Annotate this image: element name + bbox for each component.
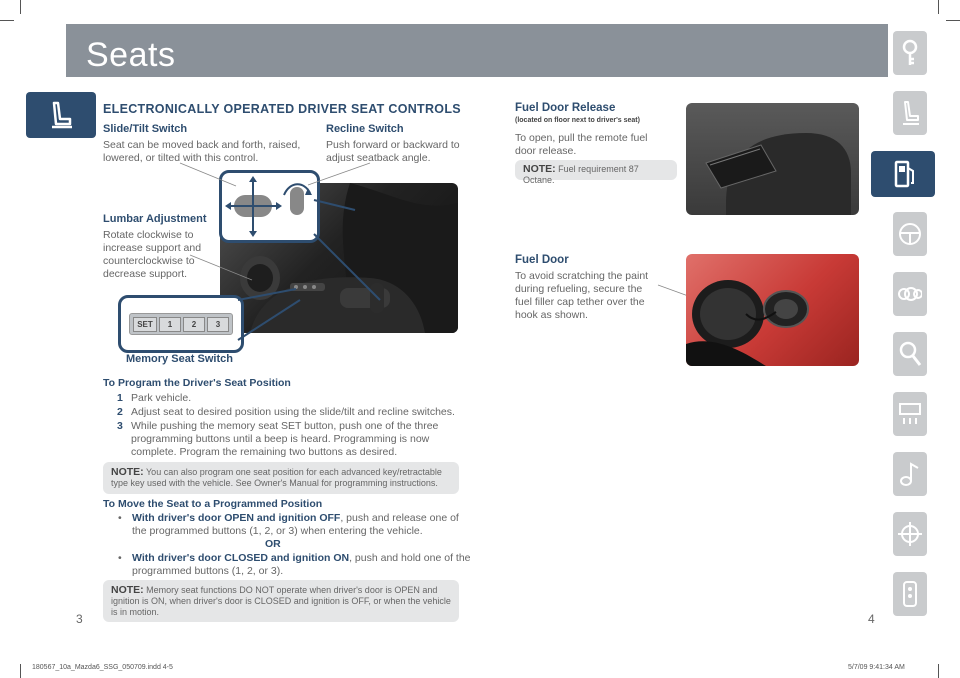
step-text: Park vehicle. <box>131 392 192 404</box>
callout-lines <box>0 0 480 360</box>
step-number: 3 <box>117 420 123 432</box>
note-box <box>103 580 459 622</box>
bullet-dot: • <box>118 512 122 524</box>
move-bullet-1 <box>118 512 472 538</box>
step-text: Adjust seat to desired position using the slide/tilt and recline switches. <box>131 406 455 418</box>
move-title: To Move the Seat to a Programmed Position <box>103 498 323 510</box>
section-title: ELECTRONICALLY OPERATED DRIVER SEAT CONTROLS <box>103 102 461 116</box>
footer-file: 180567_10a_Mazda6_SSG_050709.indd 4-5 <box>32 664 173 671</box>
fuel-release-lever <box>686 103 859 215</box>
crop-mark <box>20 664 21 678</box>
fuel-door-body: To avoid scratching the paint during refueling, secure the fuel filler cap tether over the hook as shown. <box>515 270 649 321</box>
step-number: 1 <box>117 392 123 404</box>
key-icon <box>898 39 922 67</box>
footer-date: 5/7/09 9:41:34 AM <box>848 664 905 671</box>
or-label: OR <box>265 538 281 550</box>
note-box <box>103 462 459 494</box>
fuel-release-body: To open, pull the remote fuel door release. <box>515 132 648 157</box>
memory-set-button[interactable]: SET <box>133 317 157 332</box>
navigation-icon <box>898 520 922 548</box>
fuel-door-illustration <box>686 254 859 366</box>
bullet-dot: • <box>118 552 122 564</box>
note-label: NOTE: <box>523 163 556 175</box>
bullet-text: , push and hold one of the programmed buttons (1, 2, or 3). <box>132 552 471 577</box>
page-number-right: 4 <box>868 612 875 626</box>
step-number: 2 <box>117 406 123 418</box>
tab-gauges[interactable] <box>893 272 927 316</box>
tab-search[interactable] <box>893 332 927 376</box>
fuel-door-photo <box>686 254 859 366</box>
crop-mark <box>946 20 960 21</box>
step-text: While pushing the memory seat SET button, push one of the three programming buttons until a beep is heard. Programming is now complete. Program the remaining two buttons as desired. <box>131 420 439 458</box>
note-text: Memory seat functions DO NOT operate when driver's door is OPEN and ignition is ON, when driver's door is CLOSED and ignition is OFF, or when the vehicle is in motion. <box>111 585 451 617</box>
page-title: Seats <box>86 36 176 74</box>
crop-mark <box>938 664 939 678</box>
note-text: You can also program one seat position for each advanced key/retractable type key used with the vehicle. See Owner's Manual for programming instructions. <box>111 467 442 488</box>
program-step-2 <box>117 406 462 419</box>
memory-button-2[interactable]: 2 <box>183 317 205 332</box>
recline-title: Recline Switch <box>326 123 404 135</box>
tab-steering[interactable] <box>893 212 927 256</box>
note-label: NOTE: <box>111 584 144 596</box>
fuel-pump-icon <box>893 159 917 189</box>
bullet-text: , push and release one of the programmed buttons (1, 2, or 3) when entering the vehicle. <box>132 512 459 537</box>
tab-climate[interactable] <box>893 392 927 436</box>
crop-mark <box>938 0 939 14</box>
fuel-release-subtitle: (located on floor next to driver's seat) <box>515 117 640 124</box>
music-note-icon <box>898 460 922 488</box>
tab-key[interactable] <box>893 31 927 75</box>
tab-fuel[interactable] <box>871 151 935 197</box>
magnifier-icon <box>898 340 922 368</box>
bullet-bold: With driver's door CLOSED and ignition ON <box>132 552 350 564</box>
tab-audio[interactable] <box>893 452 927 496</box>
note-text: Fuel requirement 87 Octane. <box>523 164 639 185</box>
move-bullet-2 <box>118 552 472 578</box>
gauge-cluster-icon <box>898 280 922 308</box>
tab-remote[interactable] <box>893 572 927 616</box>
fuel-release-photo <box>686 103 859 215</box>
page-number-left: 3 <box>76 612 83 626</box>
fuel-release-title: Fuel Door Release <box>515 102 616 114</box>
note-label: NOTE: <box>111 466 144 478</box>
memory-seat-title: Memory Seat Switch <box>126 353 233 365</box>
lumbar-title: Lumbar Adjustment <box>103 213 207 225</box>
slide-tilt-title: Slide/Tilt Switch <box>103 123 188 135</box>
climate-control-icon <box>898 400 922 428</box>
bullet-bold: With driver's door OPEN and ignition OFF <box>132 512 341 524</box>
remote-icon <box>898 580 922 608</box>
steering-wheel-icon <box>898 220 922 248</box>
recline-body: Push forward or backward to adjust seatback angle. <box>326 139 460 164</box>
note-box <box>515 160 677 185</box>
fuel-door-title: Fuel Door <box>515 254 569 266</box>
tab-seat[interactable] <box>893 91 927 135</box>
program-step-3 <box>117 420 461 459</box>
memory-button-1[interactable]: 1 <box>159 317 181 332</box>
seat-icon <box>898 99 922 127</box>
program-title: To Program the Driver's Seat Position <box>103 377 291 389</box>
memory-button-3[interactable]: 3 <box>207 317 229 332</box>
program-step-1 <box>117 392 462 405</box>
slide-tilt-body: Seat can be moved back and forth, raised, lowered, or tilted with this control. <box>103 139 301 164</box>
lumbar-body: Rotate clockwise to increase support and counterclockwise to decrease support. <box>103 229 202 280</box>
tab-navigation[interactable] <box>893 512 927 556</box>
